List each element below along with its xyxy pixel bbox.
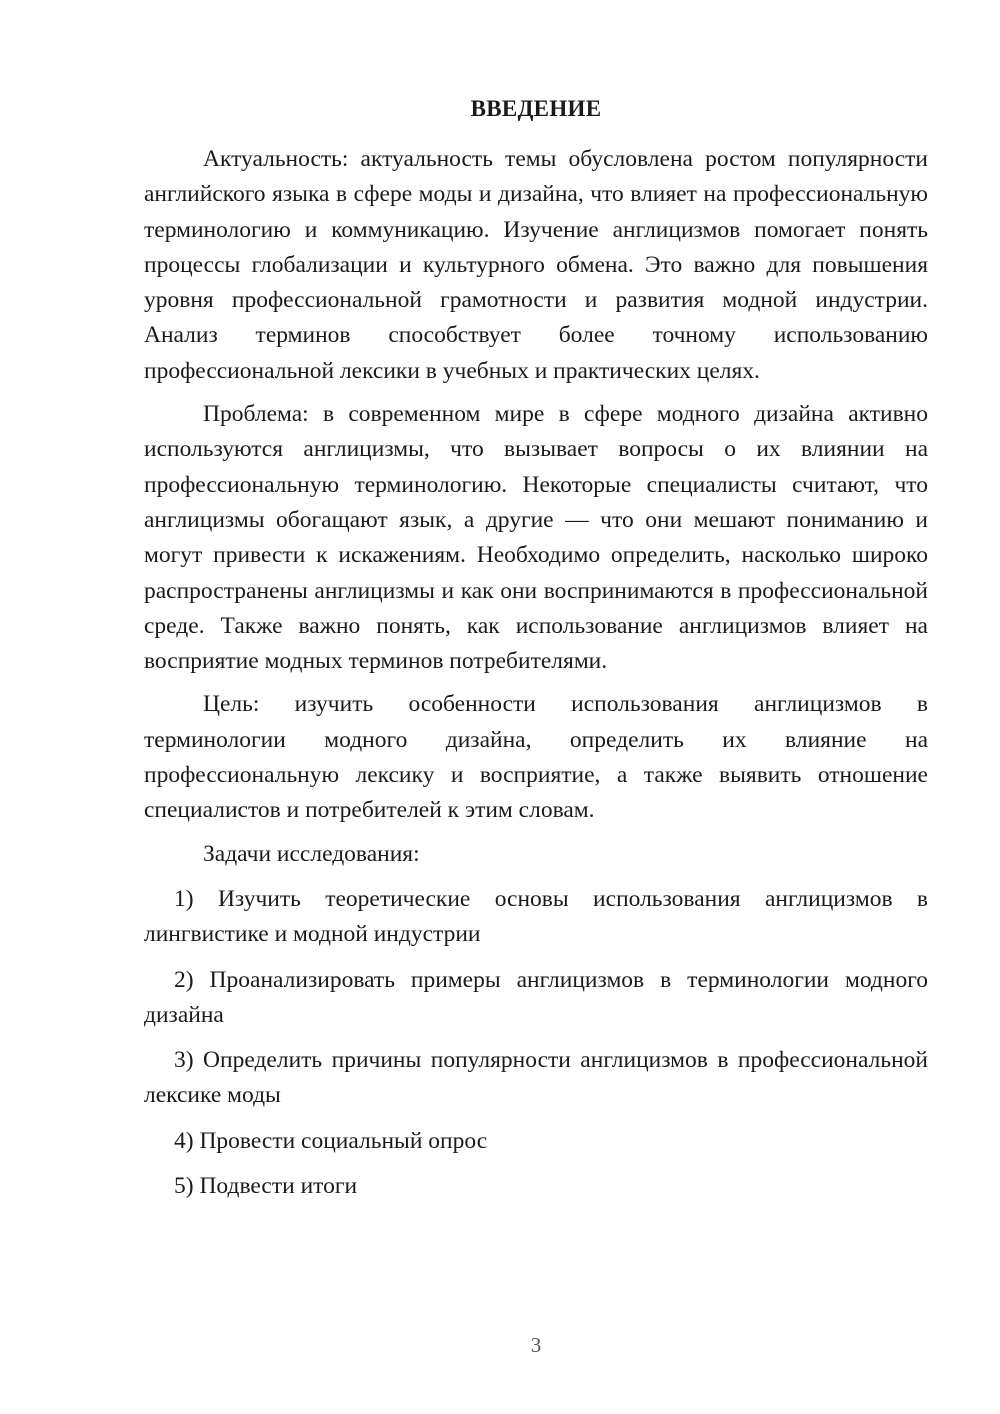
paragraph-goal: Цель: изучить особенности использования англицизмов в терминологии модного дизайна, определить их влияние на профессиональную лексику и восприятие, а также выявить отношение специалистов и потребителей к этим словам. [144,691,928,824]
tasks-heading: Задачи исследования: [203,840,420,867]
task-list [144,882,928,1204]
paragraph-problem: Проблема: в современном мире в сфере модного дизайна активно используются англицизмы, что вызывает вопросы о их влиянии на профессиональную терминологию. Некоторые специалисты считают, что англицизмы обогащают язык, а другие — что они мешают пониманию и могут привести к искажениям. Необходимо определить, насколько широко распространены англицизмы и как они воспринимаются в профессиональной среде. Также важно понять, как использование англицизмов влияет на восприятие модных терминов потребителями. [144,401,928,675]
paragraph-relevance: Актуальность: актуальность темы обусловлена ростом популярности английского языка в сфере моды и дизайна, что влияет на профессиональную терминологию и коммуникацию. Изучение англицизмов помогает понять процессы глобализации и культурного обмена. Это важно для повышения уровня профессиональной грамотности и развития модной индустрии. Анализ терминов способствует более точному использованию профессиональной лексики в учебных и практических целях. [144,146,928,384]
page-title: ВВЕДЕНИЕ [470,96,602,121]
body-text [144,142,928,1204]
list-item-task-2: 2) Проанализировать примеры англицизмов в терминологии модного дизайна [144,966,928,1028]
list-item-task-1: 1) Изучить теоретические основы использования англицизмов в лингвистике и модной индустрии [144,885,928,948]
list-item-task-3: 3) Определить причины популярности англицизмов в профессиональной лексике моды [144,1047,928,1109]
page-number: 3 [530,1333,542,1357]
list-item-task-4: 4) Провести социальный опрос [174,1127,488,1154]
list-item-task-5: 5) Подвести итоги [174,1173,358,1200]
